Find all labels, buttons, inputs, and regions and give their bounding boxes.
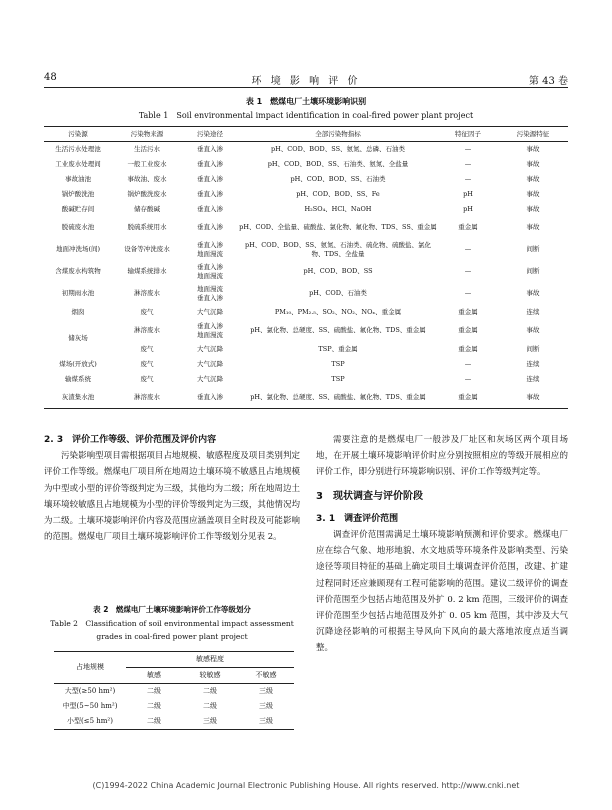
table2-caption-en-2: grades in coal-fired power plant project — [96, 632, 248, 641]
table1-cell: 生活污水处理池 — [55, 144, 101, 153]
table1-caption-cn: 表 1 燃煤电厂土壤环境影响识别 — [245, 97, 367, 106]
table1-cell: — — [464, 374, 472, 383]
table1-cell: 事故 — [526, 223, 540, 231]
table1-header-cell: 污染物来源 — [112, 127, 182, 142]
table1-cell: 含煤废水构筑物 — [55, 267, 101, 275]
table2-cell: 中型(5~50 hm²) — [62, 702, 118, 710]
table2-cell: 三级 — [182, 714, 238, 730]
table1-cell: 大气沉降 — [197, 359, 223, 368]
table1-cell: 间断 — [526, 245, 540, 253]
volume-label: 第 43 卷 — [528, 76, 568, 87]
table1-header-cell: 污染源特征 — [498, 127, 568, 142]
table1-header-cell: 全部污染物指标 — [238, 127, 438, 142]
table1-cell: pH、氯化物、总硬度、SS、硫酸盐、氟化物、TDS、重金属 — [238, 387, 438, 409]
table1-cell: 废气 — [140, 374, 154, 383]
table1-cell: 连续 — [526, 307, 540, 316]
table1-cell: — — [464, 267, 472, 275]
table1-cell: — — [464, 289, 472, 297]
table2-cell: 三级 — [238, 714, 294, 730]
table1-cell: 事故 — [498, 387, 568, 409]
table1-cell: 废气 — [140, 344, 154, 353]
table2-cell: 三级 — [259, 687, 273, 695]
table1-cell: pH、COD、BOD、SS、Fe — [296, 189, 380, 198]
table1-cell: pH、氯化物、总硬度、SS、硫酸盐、氟化物、TDS、重金属 — [250, 326, 426, 334]
table1-cell: pH — [463, 189, 473, 198]
table1-cell: 锅炉酸洗废水 — [127, 189, 167, 198]
left-column — [44, 432, 300, 545]
table2-cell: 大型(≥50 hm²) — [64, 687, 116, 695]
table1-cell-ash-yard: 储灰场 — [68, 333, 88, 342]
table1-cell: 连续 — [526, 374, 540, 383]
table1-cell: pH — [463, 204, 473, 213]
table-row — [44, 157, 568, 172]
table-row — [44, 217, 568, 239]
table1-body — [44, 142, 568, 409]
table2-header-sensitivity: 敏感程度 — [126, 652, 294, 668]
table-row — [44, 239, 568, 261]
table-row — [44, 261, 568, 283]
table1-cell: 设备等冲洗废水 — [124, 245, 170, 253]
table1-cell: 重金属 — [438, 387, 498, 409]
table1-cell: — — [464, 359, 472, 368]
table1-cell: 工业废水处理间 — [55, 159, 101, 168]
section-2-3-paragraph: 污染影响型项目需根据项目占地规模、敏感程度及项目类别判定评价工作等级。燃煤电厂项目所在地周边土壤环境不敏感且占地规模为中型或小型的评价等级判定为三级，其他均为二级；所在地周边土壤环境较敏感且占地规模为小型的评价等级判定为三级，其他情况均为二级。土壤环境影响评价内容及范围应涵盖项目全时段及可能影响的范围。燃煤电厂项目土壤环境影响评价工作等级划分见表 2。 — [44, 451, 300, 543]
table-row — [44, 142, 568, 157]
table1-header-cell: 污染源 — [44, 127, 112, 142]
table1-cell: 烟囱 — [71, 307, 85, 316]
table2-cell: 二级 — [126, 714, 182, 730]
table1-cell: H₂SO₄、HCl、NaOH — [304, 204, 372, 213]
table1-header-cell: 污染途径 — [182, 127, 238, 142]
table-row — [44, 342, 568, 357]
table1-cell: pH、COD、BOD、SS、氨氮、石油类、硫化物、硫酸盐、氯化物、TDS、全盐量 — [244, 240, 432, 258]
table1-cell: 垂直入渗 — [197, 144, 223, 153]
table1-cell: — — [464, 144, 472, 153]
section-3-1-heading: 3. 1 调查评价范围 — [316, 513, 399, 524]
table-row — [44, 387, 568, 409]
table-row — [44, 372, 568, 387]
table1-cell: 脱硫系统用水 — [127, 223, 167, 231]
table1-cell: 输煤系统 — [65, 374, 91, 383]
table1-caption-en: Table 1 Soil environmental impact identification in coal-fired power plant project — [138, 111, 474, 120]
table1-cell: — — [464, 245, 472, 253]
table1-cell: 锅炉酸洗池 — [61, 189, 95, 198]
table-row — [54, 699, 294, 714]
table2-subheader-cell: 较敏感 — [182, 668, 238, 684]
table1-cell: TSP — [331, 359, 345, 368]
table1-cell: 重金属 — [458, 307, 478, 316]
section-2-3-heading: 2. 3 评价工作等级、评价范围及评价内容 — [44, 435, 217, 445]
table1-cell: pH、COD、BOD、SS、石油类、氨氮、全盐量 — [267, 159, 409, 168]
table1-cell: 大气沉降 — [197, 344, 223, 353]
right-paragraph-1: 需要注意的是燃煤电厂一般涉及厂址区和灰场区两个项目场地，在开展土壤环境影响评价时应分别按照相应的等级开展相应的评价工作，即分别进行环境影响识别、评价工作等级判定等。 — [316, 435, 568, 478]
table1-cell: 间断 — [526, 267, 540, 275]
table-row — [54, 714, 294, 730]
table1-cell: 地面漫流 垂直入渗 — [197, 284, 223, 302]
table1-cell: 间断 — [526, 344, 540, 353]
table1-cell: 垂直入渗 地面漫流 — [197, 321, 223, 339]
table1-cell: 储存酸碱 — [134, 204, 160, 213]
table1-cell: 重金属 — [458, 223, 478, 231]
table2-cell: 二级 — [203, 687, 217, 695]
table1-cell: 事故油、废水 — [127, 174, 167, 183]
right-paragraph-2: 调查评价范围需满足土壤环境影响预测和评价要求。燃煤电厂应在综合气象、地形地貌、水文地质等环境条件及影响类型、污染途径等项目特征的基础上确定项目土壤调查评价范围，改建、扩建过程同时还应兼顾现有工程可能影响的范围。建议二级评价的调查评价范围至少包括占地范围及外扩 0. 2 km 范围，三级评价的调查评价范围至少包括占地范围及外扩 0. 05 km 范围，其中涉及大气沉降途径影响的可根据主导风向下风向的最大落地浓度点适当调整。 — [316, 530, 568, 654]
table1-cell: 重金属 — [458, 326, 478, 334]
table2-cell: 二级 — [147, 702, 161, 710]
table1-cell: 垂直入渗 — [197, 174, 223, 183]
table1-cell: — — [464, 174, 472, 183]
table1-cell: TSP — [331, 374, 345, 383]
table2-subheader-cell: 敏感 — [126, 668, 182, 684]
journal-title: 环 境 影 响 评 价 — [251, 76, 361, 87]
table-row — [44, 202, 568, 217]
copyright-footer: (C)1994-2022 China Academic Journal Electronic Publishing House. All rights reserved. http://www.cnki.net — [92, 781, 520, 790]
table1-cell: 淋溶废水 — [134, 326, 160, 334]
table1-cell: 事故 — [526, 144, 540, 153]
table1-cell: 淋溶废水 — [112, 387, 182, 409]
table2-cell: 二级 — [203, 702, 217, 710]
table2 — [54, 651, 294, 730]
table1-cell: 垂直入渗 — [197, 223, 223, 231]
table1-cell: 事故油池 — [65, 174, 91, 183]
table1-cell: 垂直入渗 — [197, 189, 223, 198]
table1-cell: pH、COD、BOD、SS、氨氮、总磷、石油类 — [270, 144, 406, 153]
table1-cell: 垂直入渗 — [197, 159, 223, 168]
table1-cell: 大气沉降 — [197, 374, 223, 383]
table1-cell: 大气沉降 — [197, 307, 223, 316]
table1-cell: 重金属 — [458, 344, 478, 353]
section-3-heading: 3 现状调查与评价阶段 — [316, 490, 423, 502]
header-rule — [44, 87, 568, 88]
table1-cell: 废气 — [140, 307, 154, 316]
table1-cell: 事故 — [526, 159, 540, 168]
table1-cell: 垂直入渗 — [197, 204, 223, 213]
table2-subheader-cell: 不敏感 — [238, 668, 294, 684]
table2-cell: 小型(≤5 hm²) — [54, 714, 126, 730]
table1-header-row — [44, 127, 568, 142]
table1-cell: 事故 — [526, 174, 540, 183]
table1-cell: 垂直入渗 — [182, 387, 238, 409]
table1-cell: 地面冲洗场(间) — [55, 245, 101, 253]
right-column — [316, 432, 568, 657]
table1-cell: pH、COD、BOD、SS、石油类 — [290, 174, 386, 183]
table1-cell: 脱硫废水池 — [61, 223, 95, 231]
table-row — [44, 172, 568, 187]
table1-cell: pH、COD、全盐量、硫酸盐、氯化物、氟化物、TDS、SS、重金属 — [239, 223, 437, 231]
table1-cell: TSP、重金属 — [318, 344, 358, 353]
table2-caption-cn: 表 2 燃煤电厂土壤环境影响评价工作等级划分 — [93, 605, 251, 614]
table-row — [44, 305, 568, 320]
table1-header-cell: 特征因子 — [438, 127, 498, 142]
table1-cell: 灰渣集水池 — [44, 387, 112, 409]
table-row — [44, 357, 568, 372]
table1-cell: 生活污水 — [134, 144, 160, 153]
table1-cell: 初期雨水池 — [61, 289, 95, 297]
table1-cell: — — [464, 159, 472, 168]
table2-cell: 三级 — [259, 702, 273, 710]
table1-cell: 淋溶废水 — [134, 289, 160, 297]
table1-cell: 输煤系统排水 — [127, 267, 167, 275]
table1-cell: 连续 — [526, 359, 540, 368]
table1-cell: 酸碱贮存间 — [61, 204, 95, 213]
table2-caption-en-1: Table 2 Classification of soil environmental impact assessment — [50, 619, 294, 628]
table-row — [54, 684, 294, 700]
table1-cell: 垂直入渗 地面漫流 — [197, 240, 223, 258]
table1-cell: 事故 — [526, 189, 540, 198]
table1-cell: 事故 — [526, 289, 540, 297]
page-number: 48 — [44, 72, 57, 83]
table-row — [44, 320, 568, 342]
table2-header-scale: 占地规模 — [54, 652, 126, 684]
table1-cell: 煤场(开放式) — [59, 359, 97, 368]
table1-cell: 一般工业废水 — [127, 159, 167, 168]
table1-cell: pH、COD、BOD、SS — [303, 267, 373, 275]
table1-cell: 事故 — [526, 326, 540, 334]
table2-header-row — [54, 652, 294, 668]
table2-cell: 二级 — [147, 687, 161, 695]
table1-cell: 事故 — [526, 204, 540, 213]
table1-cell: PM₁₀、PM₂.₅、SO₂、NO₂、NOₓ、重金属 — [274, 307, 402, 316]
table-row — [44, 187, 568, 202]
table1-cell: pH、COD、石油类 — [309, 289, 367, 297]
table-row — [44, 283, 568, 305]
table1-cell: 垂直入渗 地面漫流 — [197, 262, 223, 280]
table1 — [44, 126, 568, 409]
table1-cell: 废气 — [140, 359, 154, 368]
